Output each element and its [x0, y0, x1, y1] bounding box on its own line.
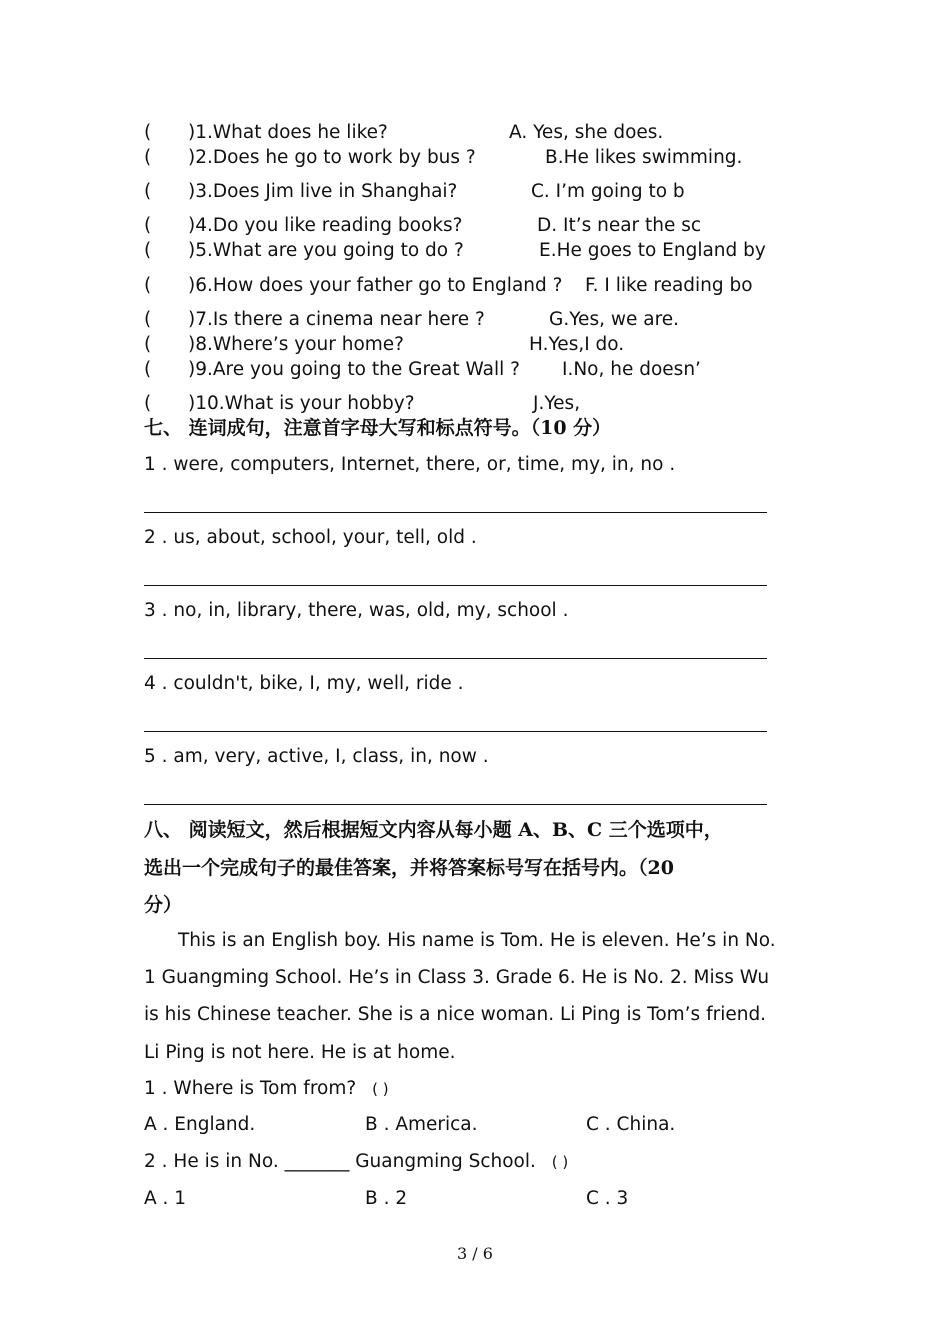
open-paren: (	[144, 181, 152, 202]
reorder-item: 3 . no, in, library, there, was, old, my, school .	[144, 600, 569, 621]
match-row-question: )6.How does your father go to England ?	[188, 275, 563, 296]
match-row-question: )3.Does Jim live in Shanghai?	[188, 181, 458, 202]
match-row-question: )9.Are you going to the Great Wall ?	[188, 359, 520, 380]
answer-paren: ( )	[372, 1080, 389, 1098]
match-row-answer: D. It’s near the sc	[537, 215, 702, 236]
match-row-answer: J.Yes,	[533, 393, 581, 414]
match-row-question: )4.Do you like reading books?	[188, 215, 463, 236]
answer-line	[144, 804, 767, 805]
open-paren: (	[144, 393, 152, 414]
option-a: A . England.	[144, 1114, 256, 1135]
match-row-question: )10.What is your hobby?	[188, 393, 415, 414]
open-paren: (	[144, 122, 152, 143]
reorder-item: 4 . couldn't, bike, I, my, well, ride .	[144, 673, 464, 694]
match-row-answer: E.He goes to England by	[539, 240, 766, 261]
answer-line	[144, 512, 767, 513]
match-row-answer: G.Yes, we are.	[549, 309, 680, 330]
match-row-answer: C. I’m going to b	[531, 181, 685, 202]
passage-line: This is an English boy. His name is Tom. He is eleven. He’s in No.	[178, 930, 776, 951]
open-paren: (	[144, 147, 152, 168]
answer-line	[144, 658, 767, 659]
option-c: C . China.	[586, 1114, 676, 1135]
answer-line	[144, 731, 767, 732]
match-row-question: )1.What does he like?	[188, 122, 388, 143]
passage-line: Li Ping is not here. He is at home.	[144, 1042, 456, 1063]
match-row-answer: F. I like reading bo	[585, 275, 753, 296]
open-paren: (	[144, 359, 152, 380]
question-1	[144, 1078, 389, 1100]
answer-paren: ( )	[551, 1153, 569, 1171]
match-row-answer: I.No, he doesn’	[562, 359, 701, 380]
match-row-question: )5.What are you going to do ?	[188, 240, 464, 261]
reorder-item: 1 . were, computers, Internet, there, or, time, my, in, no .	[144, 454, 676, 475]
open-paren: (	[144, 309, 152, 330]
match-row-question: )8.Where’s your home?	[188, 334, 404, 355]
option-b: B . 2	[365, 1188, 408, 1209]
passage-line: is his Chinese teacher. She is a nice woman. Li Ping is Tom’s friend.	[144, 1004, 767, 1025]
question-2	[144, 1151, 568, 1173]
match-row-answer: H.Yes,I do.	[529, 334, 625, 355]
option-c: C . 3	[586, 1188, 629, 1209]
section-7-heading: 七、 连词成句，注意首字母大写和标点符号。（10 分）	[144, 417, 612, 439]
page-number: 3 / 6	[457, 1244, 493, 1263]
question-2-text: 2 . He is in No. _______ Guangming School.	[144, 1151, 536, 1172]
passage-line: 1 Guangming School. He’s in Class 3. Grade 6. He is No. 2. Miss Wu	[144, 967, 770, 988]
reorder-item: 5 . am, very, active, I, class, in, now .	[144, 746, 489, 767]
match-row-answer: B.He likes swimming.	[545, 147, 743, 168]
open-paren: (	[144, 275, 152, 296]
reorder-item: 2 . us, about, school, your, tell, old .	[144, 527, 477, 548]
section-8-heading-line: 分）	[144, 894, 183, 916]
open-paren: (	[144, 240, 152, 261]
match-row	[144, 122, 151, 144]
option-a: A . 1	[144, 1188, 187, 1209]
open-paren: (	[144, 215, 152, 236]
match-row-answer: A. Yes, she does.	[509, 122, 664, 143]
match-row-question: )7.Is there a cinema near here ?	[188, 309, 485, 330]
answer-line	[144, 585, 767, 586]
open-paren: (	[144, 334, 152, 355]
match-row-question: )2.Does he go to work by bus ?	[188, 147, 476, 168]
option-b: B . America.	[365, 1114, 478, 1135]
question-1-text: 1 . Where is Tom from?	[144, 1078, 357, 1099]
section-8-heading-line: 选出一个完成句子的最佳答案，并将答案标号写在括号内。（20	[144, 857, 674, 879]
section-8-heading-line: 八、 阅读短文，然后根据短文内容从每小题 A、B、C 三个选项中，	[144, 819, 723, 841]
